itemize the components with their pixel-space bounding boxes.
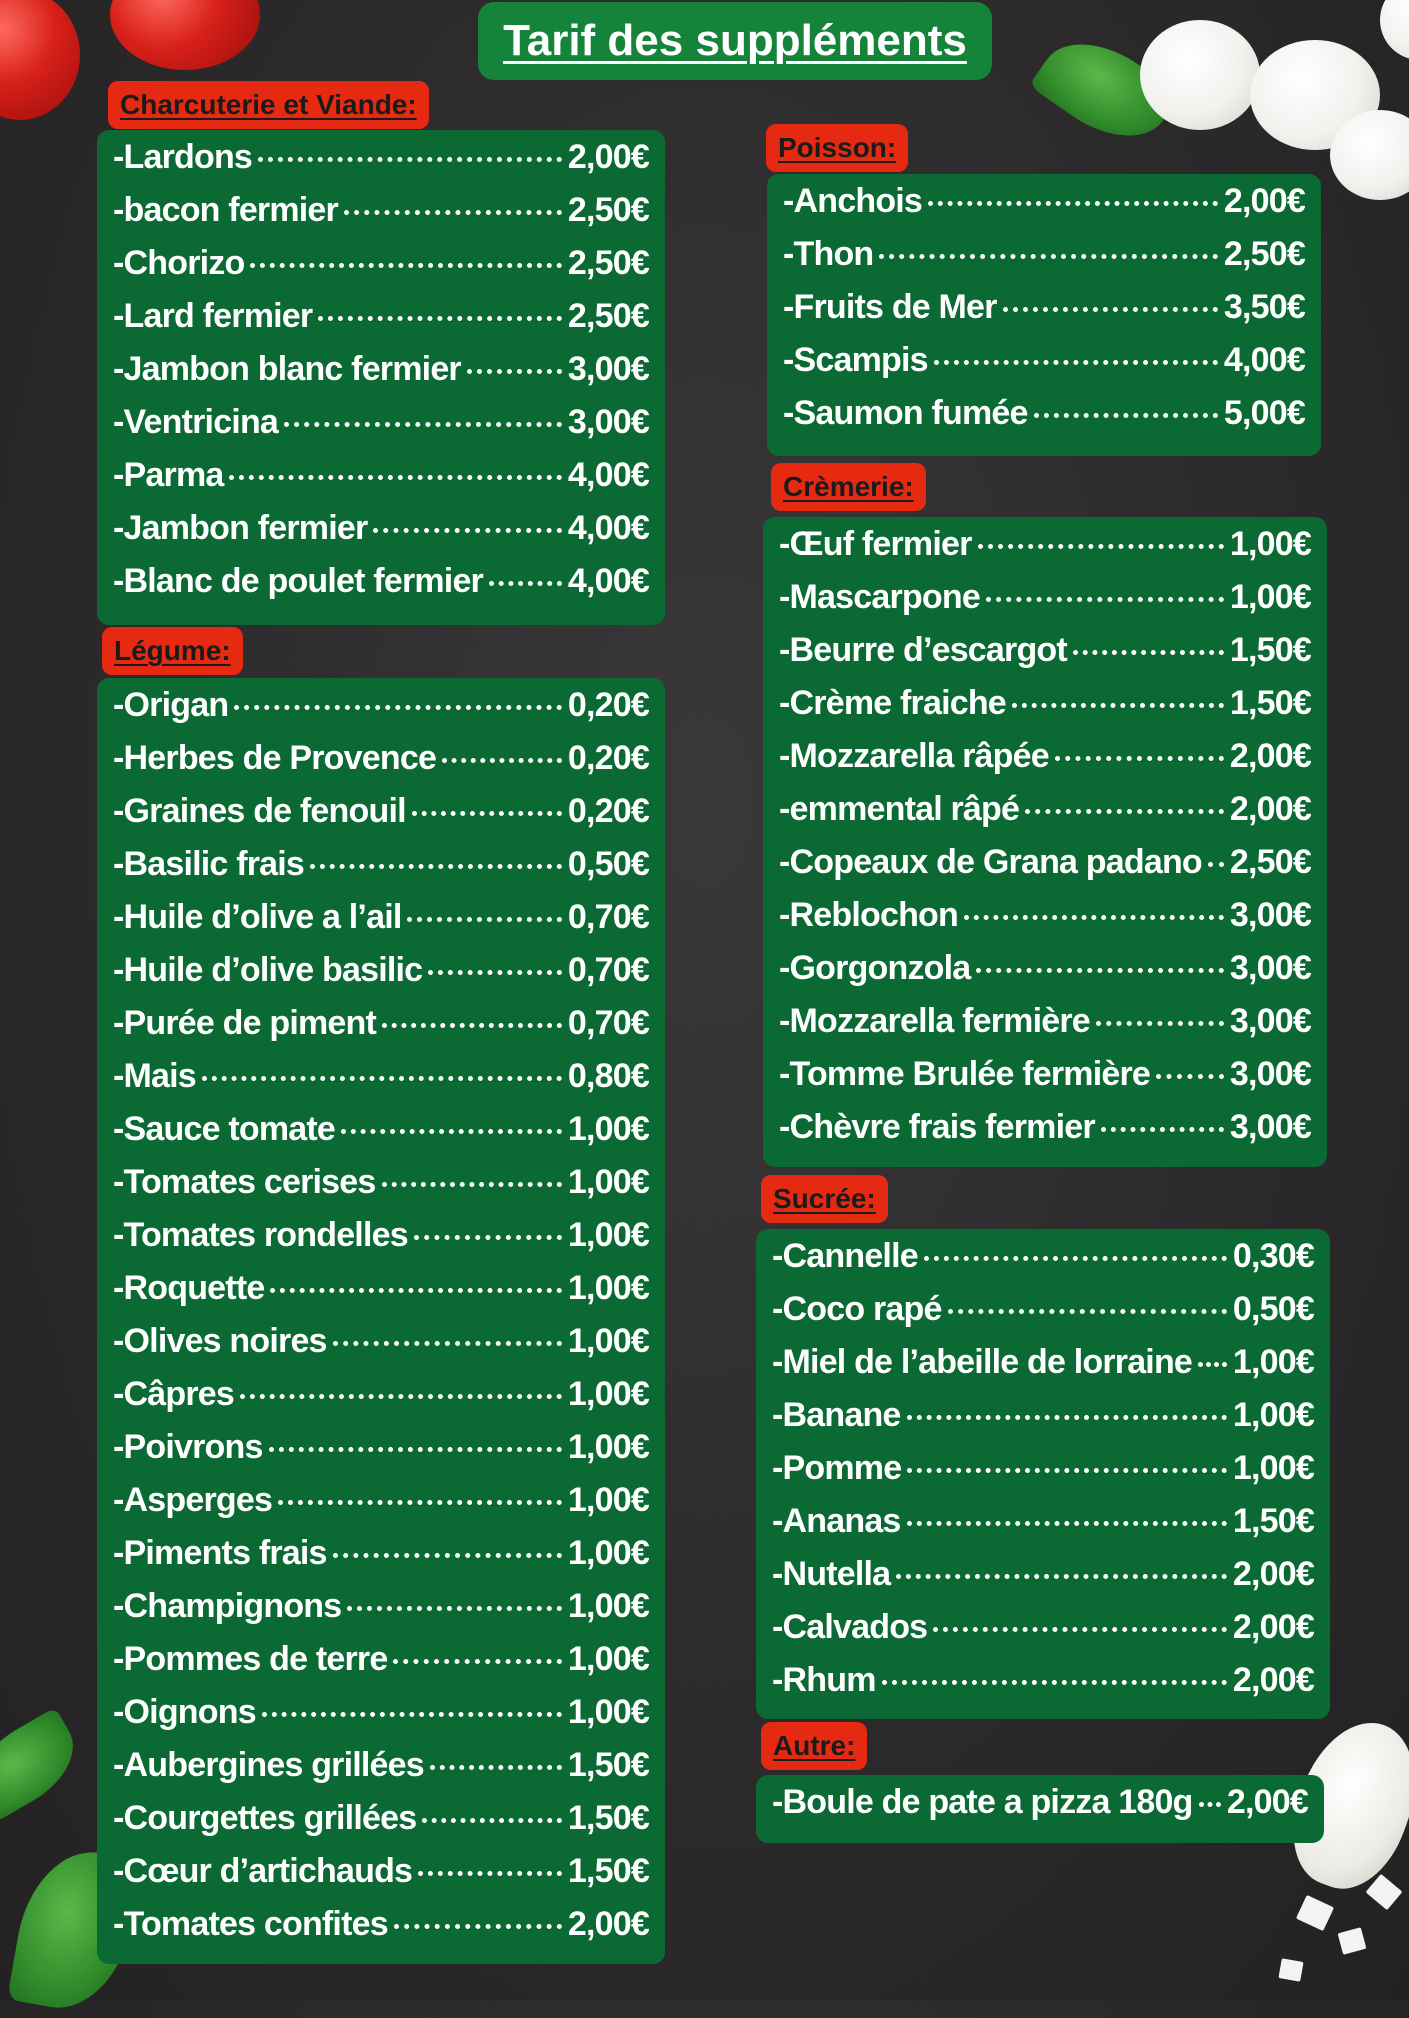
item-price: 0,50€ (1232, 1290, 1314, 1328)
item-price: 4,00€ (567, 509, 649, 547)
item-name: -Asperges (113, 1481, 273, 1519)
price-row (772, 1783, 1308, 1836)
item-name: -Purée de piment (113, 1004, 377, 1042)
item-price: 1,00€ (1229, 578, 1311, 616)
item-price: 1,00€ (1232, 1396, 1314, 1434)
dot-leader (924, 1256, 1227, 1261)
item-name: -Cœur d’artichauds (113, 1852, 413, 1890)
section-label-legume: Légume: (102, 627, 243, 675)
price-row (783, 341, 1305, 394)
item-price: 1,50€ (1229, 684, 1311, 722)
item-price: 0,70€ (567, 1004, 649, 1042)
item-price: 2,50€ (1229, 843, 1311, 881)
item-price: 1,50€ (1232, 1502, 1314, 1540)
item-price: 2,00€ (1232, 1608, 1314, 1646)
dot-leader (1003, 307, 1218, 312)
price-row (113, 562, 649, 615)
item-name: -Saumon fumée (783, 394, 1028, 432)
item-name: -Courgettes grillées (113, 1799, 417, 1837)
price-row (113, 1746, 649, 1799)
price-row (113, 1216, 649, 1269)
item-name: -Calvados (772, 1608, 928, 1646)
item-price: 0,80€ (567, 1057, 649, 1095)
salt-decoration (1366, 1874, 1403, 1910)
item-name: -Chorizo (113, 244, 245, 282)
dot-leader (978, 544, 1224, 549)
item-price: 0,70€ (567, 898, 649, 936)
dot-leader (347, 1606, 562, 1611)
item-name: -Origan (113, 686, 229, 724)
price-row (779, 896, 1311, 949)
item-name: -Piments frais (113, 1534, 327, 1572)
dot-leader (407, 917, 561, 922)
dot-leader (1055, 756, 1224, 761)
item-price: 3,00€ (1229, 1108, 1311, 1146)
item-name: -Thon (783, 235, 874, 273)
dot-leader (1025, 809, 1224, 814)
dot-leader (907, 1415, 1227, 1420)
dot-leader (333, 1341, 562, 1346)
dot-leader (986, 597, 1224, 602)
item-price: 0,20€ (567, 686, 649, 724)
item-name: -Cannelle (772, 1237, 918, 1275)
section-label-cremerie: Crèmerie: (771, 463, 926, 511)
price-row (783, 288, 1305, 341)
item-name: -Roquette (113, 1269, 265, 1307)
item-price: 1,00€ (567, 1269, 649, 1307)
item-price: 1,00€ (567, 1163, 649, 1201)
price-row (113, 244, 649, 297)
price-row (772, 1608, 1314, 1661)
price-row (113, 350, 649, 403)
item-name: -Mozzarella râpée (779, 737, 1049, 775)
section-label-charcuterie: Charcuterie et Viande: (108, 81, 429, 129)
dot-leader (269, 1447, 562, 1452)
item-name: -Miel de l’abeille de lorraine (772, 1343, 1193, 1381)
price-row (772, 1343, 1314, 1396)
price-row (113, 1375, 649, 1428)
price-row (113, 191, 649, 244)
item-name: -Blanc de poulet fermier (113, 562, 483, 600)
item-price: 1,00€ (567, 1375, 649, 1413)
item-price: 2,00€ (1229, 737, 1311, 775)
item-name: -Fruits de Mer (783, 288, 997, 326)
price-row (772, 1290, 1314, 1343)
dot-leader (1073, 650, 1224, 655)
item-price: 1,00€ (1229, 525, 1311, 563)
item-name: -Huile d’olive basilic (113, 951, 423, 989)
dot-leader (234, 705, 562, 710)
salt-decoration (1338, 1927, 1367, 1954)
price-row (783, 182, 1305, 235)
item-price: 0,20€ (567, 739, 649, 777)
tomato-decoration (110, 0, 260, 70)
charcuterie-price-list (97, 130, 665, 625)
item-name: -Œuf fermier (779, 525, 972, 563)
item-name: -Pommes de terre (113, 1640, 388, 1678)
dot-leader (934, 360, 1218, 365)
dot-leader (284, 422, 562, 427)
section-label-sucree: Sucrée: (761, 1175, 888, 1223)
price-row (113, 138, 649, 191)
item-price: 2,50€ (1223, 235, 1305, 273)
price-row (779, 843, 1311, 896)
item-name: -Nutella (772, 1555, 891, 1593)
item-price: 3,00€ (567, 350, 649, 388)
item-price: 3,00€ (1229, 1055, 1311, 1093)
price-row (779, 578, 1311, 631)
dot-leader (202, 1076, 562, 1081)
item-name: -Gorgonzola (779, 949, 971, 987)
item-price: 3,00€ (1229, 949, 1311, 987)
dot-leader (882, 1680, 1227, 1685)
item-price: 4,00€ (567, 562, 649, 600)
item-price: 1,00€ (567, 1322, 649, 1360)
item-price: 2,00€ (1229, 790, 1311, 828)
item-name: -Copeaux de Grana padano (779, 843, 1202, 881)
item-price: 4,00€ (567, 456, 649, 494)
dot-leader (333, 1553, 562, 1558)
dot-leader (422, 1818, 562, 1823)
dot-leader (428, 970, 562, 975)
item-price: 3,50€ (1223, 288, 1305, 326)
dot-leader (467, 369, 562, 374)
dot-leader (1208, 862, 1224, 867)
item-name: -Scampis (783, 341, 928, 379)
dot-leader (278, 1500, 562, 1505)
dot-leader (418, 1871, 562, 1876)
dot-leader (341, 1129, 562, 1134)
dot-leader (270, 1288, 561, 1293)
dot-leader (393, 1659, 561, 1664)
dot-leader (907, 1521, 1227, 1526)
item-name: -Lard fermier (113, 297, 313, 335)
item-name: -emmental râpé (779, 790, 1020, 828)
price-row (779, 949, 1311, 1002)
item-price: 1,50€ (567, 1852, 649, 1890)
salt-decoration (1278, 1958, 1303, 1982)
price-row (113, 1057, 649, 1110)
section-label-autre: Autre: (761, 1722, 867, 1770)
item-name: -bacon fermier (113, 191, 338, 229)
item-name: -Tomates rondelles (113, 1216, 408, 1254)
dot-leader (430, 1765, 562, 1770)
price-row (783, 235, 1305, 288)
legume-price-list (97, 678, 665, 1964)
item-name: -Chèvre frais fermier (779, 1108, 1095, 1146)
dot-leader (489, 581, 562, 586)
dot-leader (907, 1468, 1227, 1473)
dot-leader (382, 1023, 562, 1028)
dot-leader (382, 1182, 562, 1187)
item-price: 1,50€ (1229, 631, 1311, 669)
basil-leaf-decoration (0, 1707, 90, 1823)
dot-leader (373, 528, 562, 533)
price-row (113, 297, 649, 350)
dot-leader (229, 475, 561, 480)
price-row (113, 1428, 649, 1481)
price-row (113, 792, 649, 845)
item-name: -Ananas (772, 1502, 901, 1540)
item-name: -Crème fraiche (779, 684, 1006, 722)
dot-leader (976, 968, 1224, 973)
item-price: 2,00€ (1232, 1661, 1314, 1699)
price-row (772, 1396, 1314, 1449)
price-row (779, 737, 1311, 790)
dot-leader (948, 1309, 1227, 1314)
item-name: -Pomme (772, 1449, 902, 1487)
dot-leader (310, 864, 562, 869)
price-row (113, 456, 649, 509)
item-name: -Parma (113, 456, 224, 494)
dot-leader (1096, 1021, 1224, 1026)
item-price: 0,50€ (567, 845, 649, 883)
price-row (779, 790, 1311, 843)
price-row (113, 1269, 649, 1322)
price-row (779, 1002, 1311, 1055)
price-row (113, 686, 649, 739)
price-row (113, 739, 649, 792)
price-row (783, 394, 1305, 447)
item-price: 0,20€ (567, 792, 649, 830)
dot-leader (414, 1235, 562, 1240)
price-row (113, 1004, 649, 1057)
item-name: -Jambon fermier (113, 509, 368, 547)
item-name: -Tomates confites (113, 1905, 388, 1943)
item-price: 2,50€ (567, 297, 649, 335)
poisson-price-list (767, 174, 1321, 456)
dot-leader (240, 1394, 562, 1399)
price-row (779, 525, 1311, 578)
price-row (779, 631, 1311, 684)
dot-leader (1156, 1074, 1224, 1079)
mozzarella-decoration (1140, 20, 1260, 130)
item-name: -Ventricina (113, 403, 279, 441)
price-row (113, 1693, 649, 1746)
item-price: 3,00€ (567, 403, 649, 441)
item-price: 5,00€ (1223, 394, 1305, 432)
item-name: -Reblochon (779, 896, 958, 934)
item-name: -Sauce tomate (113, 1110, 336, 1148)
item-name: -Beurre d’escargot (779, 631, 1067, 669)
item-name: -Anchois (783, 182, 923, 220)
item-price: 2,00€ (567, 138, 649, 176)
item-price: 1,00€ (1232, 1449, 1314, 1487)
item-price: 1,00€ (1232, 1343, 1314, 1381)
price-row (779, 1055, 1311, 1108)
price-row (113, 1481, 649, 1534)
item-price: 1,00€ (567, 1534, 649, 1572)
price-row (113, 1322, 649, 1375)
dot-leader (258, 157, 562, 162)
item-name: -Basilic frais (113, 845, 305, 883)
cremerie-price-list (763, 517, 1327, 1167)
price-row (113, 1640, 649, 1693)
price-row (113, 1905, 649, 1958)
item-price: 2,00€ (1232, 1555, 1314, 1593)
item-price: 1,00€ (567, 1587, 649, 1625)
price-row (113, 1110, 649, 1163)
sucree-price-list (756, 1229, 1330, 1719)
dot-leader (318, 316, 562, 321)
item-price: 4,00€ (1223, 341, 1305, 379)
price-row (779, 1108, 1311, 1161)
item-price: 2,00€ (567, 1905, 649, 1943)
item-price: 0,70€ (567, 951, 649, 989)
price-row (113, 1587, 649, 1640)
item-name: -Mozzarella fermière (779, 1002, 1090, 1040)
dot-leader (412, 811, 562, 816)
item-name: -Tomates cerises (113, 1163, 376, 1201)
dot-leader (1034, 413, 1218, 418)
tomato-decoration (0, 0, 80, 120)
price-row (113, 845, 649, 898)
page-title (478, 2, 992, 80)
mozzarella-decoration (1380, 0, 1409, 60)
price-row (113, 509, 649, 562)
dot-leader (928, 201, 1218, 206)
dot-leader (250, 263, 561, 268)
salt-decoration (1296, 1895, 1334, 1931)
autre-price-list (756, 1775, 1324, 1843)
item-name: -Aubergines grillées (113, 1746, 424, 1784)
item-name: -Câpres (113, 1375, 235, 1413)
item-name: -Mascarpone (779, 578, 980, 616)
item-price: 0,30€ (1232, 1237, 1314, 1275)
dot-leader (933, 1627, 1227, 1632)
dot-leader (879, 254, 1218, 259)
item-price: 2,00€ (1223, 182, 1305, 220)
item-price: 1,00€ (567, 1216, 649, 1254)
item-price: 3,00€ (1229, 1002, 1311, 1040)
price-row (113, 403, 649, 456)
item-name: -Herbes de Provence (113, 739, 437, 777)
item-name: -Coco rapé (772, 1290, 942, 1328)
item-price: 1,00€ (567, 1693, 649, 1731)
dot-leader (262, 1712, 562, 1717)
item-price: 1,00€ (567, 1110, 649, 1148)
item-price: 3,00€ (1229, 896, 1311, 934)
item-price: 1,00€ (567, 1640, 649, 1678)
item-name: -Poivrons (113, 1428, 263, 1466)
item-name: -Banane (772, 1396, 901, 1434)
item-name: -Jambon blanc fermier (113, 350, 461, 388)
dot-leader (1198, 1362, 1227, 1367)
item-name: -Mais (113, 1057, 196, 1095)
item-price: 2,50€ (567, 244, 649, 282)
price-row (113, 951, 649, 1004)
price-row (113, 1799, 649, 1852)
dot-leader (344, 210, 562, 215)
dot-leader (1101, 1127, 1224, 1132)
dot-leader (896, 1574, 1227, 1579)
price-row (113, 1534, 649, 1587)
price-row (779, 684, 1311, 737)
item-name: -Rhum (772, 1661, 876, 1699)
item-price: 1,50€ (567, 1799, 649, 1837)
item-name: -Graines de fenouil (113, 792, 406, 830)
item-price: 1,00€ (567, 1481, 649, 1519)
price-row (772, 1237, 1314, 1290)
item-name: -Huile d’olive a l’ail (113, 898, 402, 936)
price-row (772, 1661, 1314, 1714)
item-price: 2,50€ (567, 191, 649, 229)
item-name: -Oignons (113, 1693, 256, 1731)
item-name: -Boule de pate a pizza 180g (772, 1783, 1193, 1821)
item-name: -Olives noires (113, 1322, 327, 1360)
item-price: 1,00€ (567, 1428, 649, 1466)
item-price: 1,50€ (567, 1746, 649, 1784)
price-row (772, 1502, 1314, 1555)
dot-leader (964, 915, 1224, 920)
price-row (772, 1449, 1314, 1502)
item-price: 2,00€ (1226, 1783, 1308, 1821)
item-name: -Lardons (113, 138, 253, 176)
item-name: -Tomme Brulée fermière (779, 1055, 1151, 1093)
dot-leader (1199, 1802, 1221, 1807)
price-row (113, 1163, 649, 1216)
dot-leader (442, 758, 562, 763)
dot-leader (1012, 703, 1224, 708)
price-row (113, 1852, 649, 1905)
item-name: -Champignons (113, 1587, 342, 1625)
price-row (772, 1555, 1314, 1608)
section-label-poisson: Poisson: (766, 124, 908, 172)
price-row (113, 898, 649, 951)
page-title-text: Tarif des suppléments (503, 16, 967, 65)
dot-leader (394, 1924, 562, 1929)
